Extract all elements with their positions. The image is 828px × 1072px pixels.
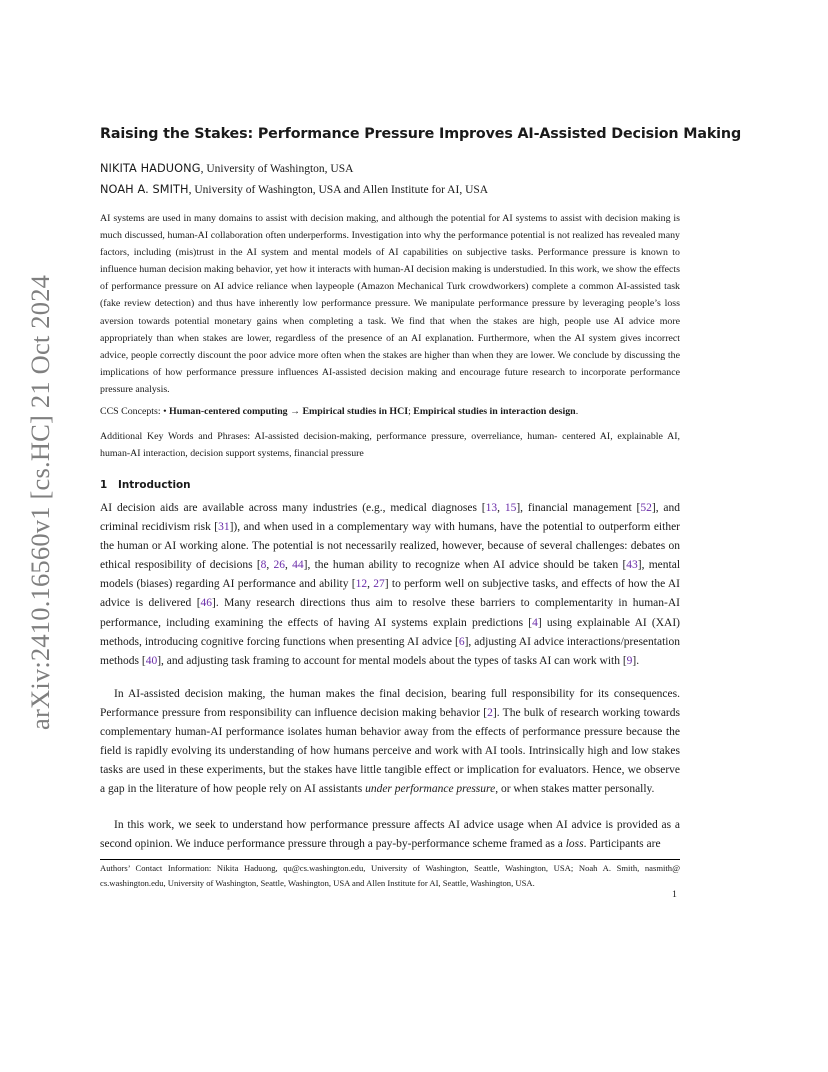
ccs-arrow: →: [287, 406, 303, 417]
ccs-separator: ;: [408, 406, 414, 417]
citation-link[interactable]: 4: [532, 616, 538, 629]
citation-link[interactable]: 12: [355, 578, 368, 591]
footnote-divider: [100, 859, 680, 860]
citation-link[interactable]: 52: [640, 502, 652, 514]
citation-link[interactable]: 44: [292, 559, 304, 572]
author-2: [100, 183, 488, 196]
citation-link[interactable]: 13: [485, 502, 498, 514]
citation-link[interactable]: 40: [145, 654, 158, 667]
intro-paragraph-2: In AI-assisted decision making, the human makes the final decision, bearing full responsibility for its consequences. Performance pressure from responsibility can influence decision making behavior [2]. The bulk of research working towards complementary human-AI performance isolates human behavior away from the effects of performance pressure because the field is rapidly evolving its understanding of how humans perceive and work with AI tools. Intrinsically high and low stakes tasks are used in these experiments, but the stakes have little tangible effect or implication for evaluators. Hence, we observe a gap in the literature of how people rely on AI assistants under performance pressure, or when stakes matter personally.: [100, 688, 680, 796]
page-number: 1: [672, 889, 677, 900]
author-affiliation: , University of Washington, USA and Allen Institute for AI, USA: [188, 184, 489, 196]
arxiv-identifier[interactable]: arXiv:2410.16560v1 [cs.HC] 21 Oct 2024: [25, 274, 55, 730]
ccs-concept: Human-centered computing: [169, 406, 288, 417]
citation-link[interactable]: 26: [273, 559, 286, 572]
citation-link[interactable]: 6: [458, 635, 465, 648]
intro-paragraph-3: In this work, we seek to understand how performance pressure affects AI advice usage when AI advice is provided as a second opinion. We induce performance pressure through a pay-by-performance scheme framed as a loss. Participants are: [100, 819, 680, 851]
ccs-concept: Empirical studies in interaction design: [413, 406, 576, 417]
emphasis-text: under performance pressure: [365, 783, 496, 796]
section-heading: [100, 479, 191, 491]
author-name: NOAH A. SMITH: [100, 183, 189, 196]
ccs-end: .: [575, 406, 579, 417]
author-affiliation: , University of Washington, USA: [200, 163, 354, 175]
ccs-label: CCS Concepts: •: [100, 406, 170, 417]
intro-paragraph-1: AI decision aids are available across many industries (e.g., medical diagnoses [13, 15], financial management [52], and criminal recidivism risk [31]), and when used in a complementary way with humans, have the potential to outperform either the human or AI working alone. The potential is not necessarily realized, however, because of several challenges: debates on ethical resposibility of decisions [8, 26, 44], the human ability to recognize when AI advice should be taken [43], mental models (biases) regarding AI performance and ability [12, 27] to perform well on subjective tasks, and effects of how the AI advice is delivered [46]. Many research directions thus aim to resolve these barriers to complementarity in human-AI performance, including examining the effects of having AI systems explain predictions [4] using explainable AI (XAI) methods, introducing cognitive forcing functions when presenting AI advice [6], adjusting AI advice interactions/presentation methods [40], and adjusting task framing to account for mental models about the types of tasks AI can work with [9].: [100, 502, 681, 667]
citation-link[interactable]: 8: [260, 559, 267, 572]
emphasis-text: loss: [565, 838, 584, 851]
citation-link[interactable]: 15: [504, 502, 517, 514]
section-title: Introduction: [118, 479, 191, 491]
citation-link[interactable]: 2: [487, 707, 493, 720]
author-contact-footnote: Authors’ Contact Information: Nikita Haduong, qu@cs.washington.edu, University of Washington, Seattle, Washington, USA; Noah A. Smith, nasmith@ cs.washington.edu, University of Washington, Seattle, Washington, USA and Allen Institute for AI, Seattle, Washington, USA.: [100, 863, 680, 888]
abstract: AI systems are used in many domains to assist with decision making, and although the potential for AI systems to assist with decision making is much discussed, human-AI collaboration often underperforms. Investigation into why the performance potential is not realized has revealed many factors, including (mis)trust in the AI system and mental models of AI capabilities on subjective tasks. Performance pressure is known to influence human decision making behavior, yet how it interacts with human-AI decision making is understudied. In this work, we show the effects of performance pressure on AI advice reliance when laypeople (Amazon Mechanical Turk crowdworkers) complete a common AI-assisted task (fake review detection) and thus have inherently low performance pressure. We manipulate performance pressure by leveraging people’s loss aversion towards potential monetary gains when completing a task. We find that when the stakes are high, people use AI advice more appropriately than when stakes are lower, regardless of the presence of an AI explanation. Furthermore, when the AI system gives incorrect advice, people correctly discount the poor advice more often when the stakes are higher than when they are lower. We conclude by discussing the implications of how performance pressure influences AI-assisted decision making and encourage future research to incorporate performance pressure analysis.: [100, 213, 680, 395]
citation-link[interactable]: 27: [373, 578, 385, 591]
paper-title: Raising the Stakes: Performance Pressure Improves AI-Assisted Decision Making: [100, 126, 742, 142]
ccs-concepts: [100, 403, 680, 420]
citation-link[interactable]: 46: [200, 597, 213, 610]
ccs-concept: Empirical studies in HCI: [302, 406, 409, 417]
citation-link[interactable]: 9: [626, 654, 633, 667]
author-1: [100, 162, 353, 175]
section-number: 1: [100, 479, 108, 491]
citation-link[interactable]: 43: [626, 559, 638, 572]
author-name: NIKITA HADUONG: [100, 162, 201, 175]
citation-link[interactable]: 31: [218, 521, 230, 534]
keywords: Additional Key Words and Phrases: AI-assisted decision-making, performance pressure, overreliance, human- centered AI, explainable AI, human-AI interaction, decision support systems, financial pressure: [100, 431, 680, 459]
